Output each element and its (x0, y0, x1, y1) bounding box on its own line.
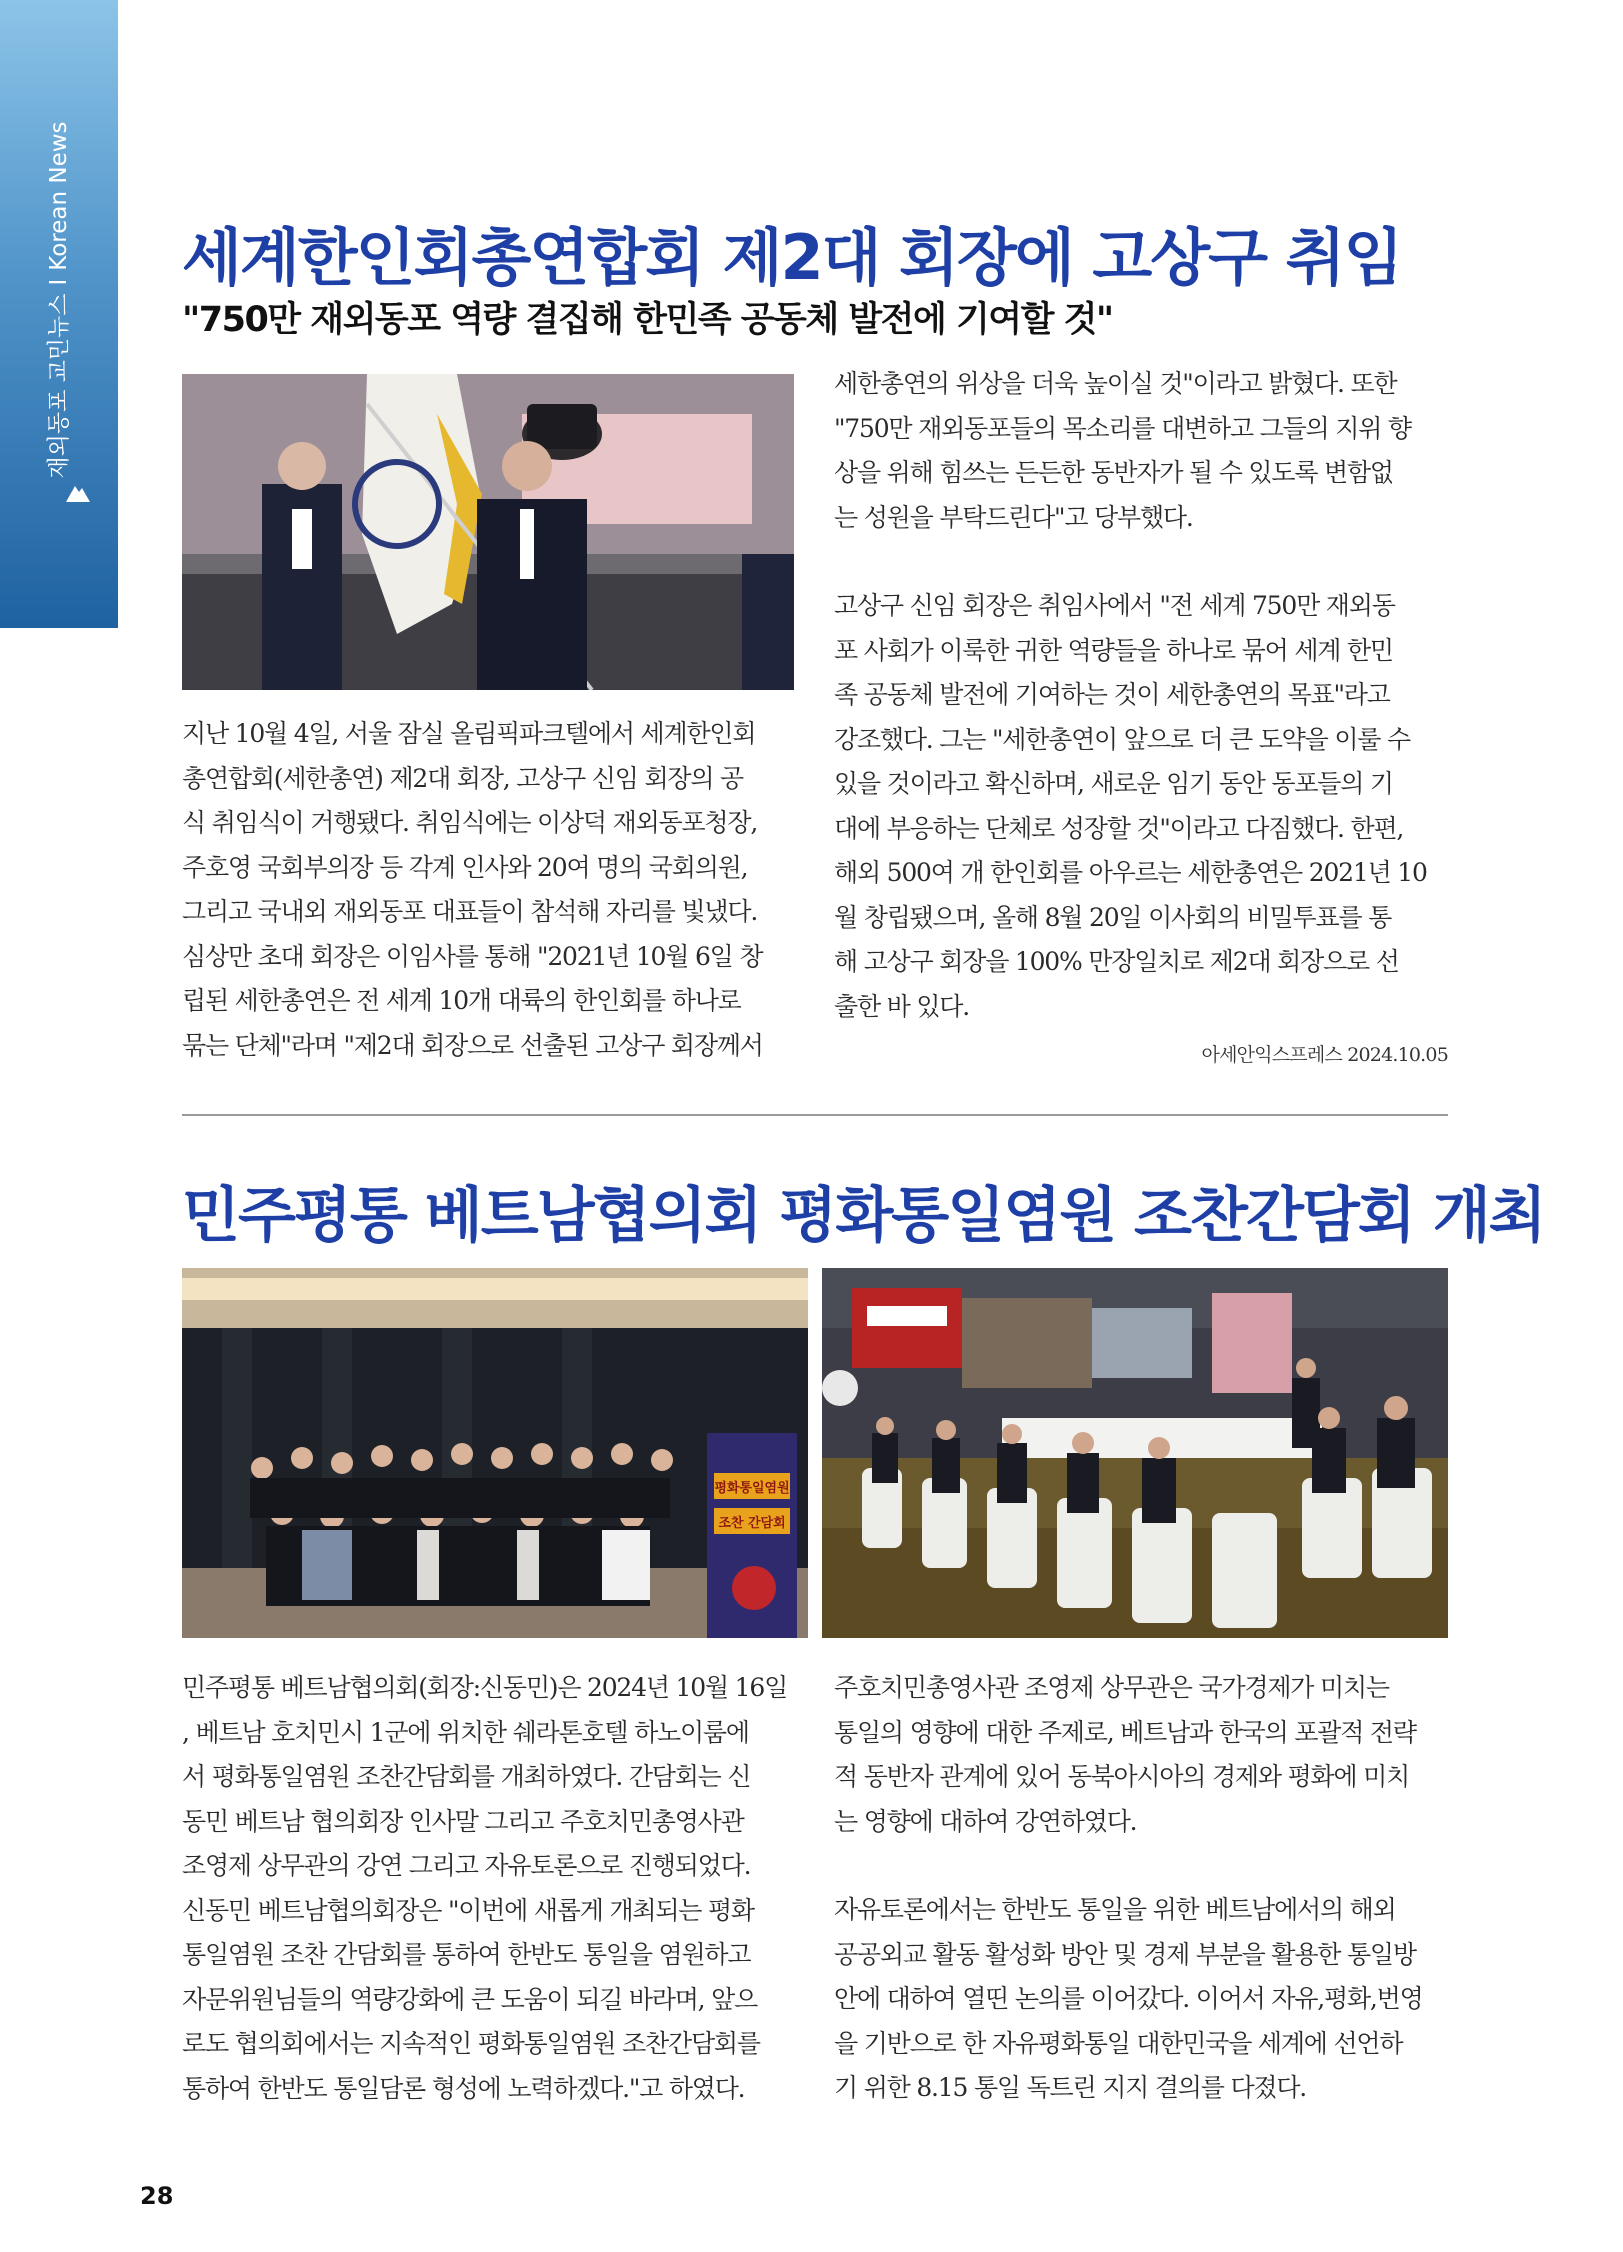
paragraph-gap (834, 540, 1448, 584)
article2-right-line: 을 기반으로 한 자유평화통일 대한민국을 세계에 선언하 (834, 2028, 1403, 2058)
article1-left-line: 묶는 단체"라며 "제2대 회장으로 선출된 고상구 회장께서 (182, 1030, 763, 1060)
article-divider (182, 1114, 1448, 1116)
article1-left-line: 총연합회(세한총연) 제2대 회장, 고상구 신임 회장의 공 (182, 763, 743, 793)
article1-right-line: 고상구 신임 회장은 취임사에서 "전 세계 750만 재외동 (834, 591, 1395, 620)
article2-column-left (182, 1666, 808, 2111)
article2-left-line: 통하여 한반도 통일담론 형성에 노력하겠다."고 하였다. (182, 2073, 745, 2103)
article1-subtitle: "750만 재외동포 역량 결집해 한민족 공동체 발전에 기여할 것" (182, 300, 1113, 340)
article2-right-line: 공공외교 활동 활성화 방안 및 경제 부분을 활용한 통일방 (834, 1939, 1416, 1969)
group-photo (182, 1268, 808, 1638)
article2-title-part2: 평화통일염원 조찬간담회 개최 (779, 1181, 1545, 1251)
article1-right-line: 상을 위해 힘쓰는 든든한 동반자가 될 수 있도록 변함없 (834, 458, 1393, 487)
article1-left-line: 립된 세한총연은 전 세계 10개 대륙의 한인회를 하나로 (182, 986, 741, 1015)
article1-right-line: 해외 500여 개 한인회를 아우르는 세한총연은 2021년 10 (834, 858, 1427, 887)
article1-right-line: 강조했다. 그는 "세한총연이 앞으로 더 큰 도약을 이룰 수 (834, 724, 1410, 754)
article1-left-line: 지난 10월 4일, 서울 잠실 올림픽파크텔에서 세계한인회 (182, 719, 756, 748)
section-sidebar-tab (0, 0, 118, 628)
article1-left-line: 심상만 초대 회장은 이임사를 통해 "2021년 10월 6일 창 (182, 941, 763, 971)
article1-right-line: 세한총연의 위상을 더욱 높이실 것"이라고 밝혔다. 또한 (834, 369, 1397, 398)
article1-right-line: 족 공동체 발전에 기여하는 것이 세한총연의 목표"라고 (834, 680, 1390, 709)
article2-left-line: 조영제 상무관의 강연 그리고 자유토론으로 진행되었다. (182, 1851, 751, 1880)
article1-right-line: 있을 것이라고 확신하며, 새로운 임기 동안 동포들의 기 (834, 769, 1393, 798)
banner-line2: 조찬 간담회 (718, 1516, 786, 1531)
article1-left-line: 주호영 국회부의장 등 각계 인사와 20여 명의 국회의원, (182, 852, 748, 882)
article2-right-line: 는 영향에 대하여 강연하였다. (834, 1806, 1137, 1836)
article2-left-line: 동민 베트남 협의회장 인사말 그리고 주호치민총영사관 (182, 1806, 744, 1836)
section-label (39, 90, 79, 510)
inauguration-flag-photo (182, 374, 794, 690)
article2-left-line: 민주평통 베트남협의회(회장:신동민)은 2024년 10월 16일 (182, 1673, 788, 1702)
article2-right-line: 통일의 영향에 대한 주제로, 베트남과 한국의 포괄적 전략 (834, 1717, 1416, 1747)
article2-left-line: 통일염원 조찬 간담회를 통하여 한반도 통일을 염원하고 (182, 1940, 751, 1969)
banner-line1: 평화통일염원 (714, 1481, 790, 1496)
meeting-room-photo (822, 1268, 1448, 1638)
article1-right-line: "750만 재외동포들의 목소리를 대변하고 그들의 지위 향 (834, 413, 1411, 443)
article1-right-line: 해 고상구 회장을 100% 만장일치로 제2대 회장으로 선 (834, 947, 1399, 976)
article1-right-line: 포 사회가 이룩한 귀한 역량들을 하나로 묶어 세계 한민 (834, 635, 1393, 665)
article2-right-line: 자유토론에서는 한반도 통일을 위한 베트남에서의 해외 (834, 1895, 1396, 1924)
section-label-english: Korean News (46, 121, 72, 271)
article2-right-line: 안에 대하여 열띤 논의를 이어갔다. 이어서 자유,평화,번영 (834, 1984, 1423, 2013)
article2-left-line: 로도 협의회에서는 지속적인 평화통일염원 조찬간담회를 (182, 2029, 760, 2058)
article1-right-line: 는 성원을 부탁드린다"고 당부했다. (834, 502, 1193, 532)
article1-right-line: 출한 바 있다. (834, 991, 969, 1021)
article2-column-right (834, 1666, 1448, 2111)
article2-right-line: 주호치민총영사관 조영제 상무관은 국가경제가 미치는 (834, 1673, 1389, 1702)
article1-title: 세계한인회총연합회 제2대 회장에 고상구 취임 (182, 221, 1402, 294)
article1-right-line: 대에 부응하는 단체로 성장할 것"이라고 다짐했다. 한편, (834, 813, 1404, 843)
article2-left-line: 자문위원님들의 역량강화에 큰 도움이 되길 바라며, 앞으 (182, 1984, 758, 2014)
article2-right-line: 적 동반자 관계에 있어 동북아시아의 경제와 평화에 미치 (834, 1762, 1410, 1791)
article1-source: 아세안익스프레스 2024.10.05 (1201, 1044, 1448, 1066)
mountain-logo-icon (64, 478, 92, 506)
article1-left-line: 그리고 국내외 재외동포 대표들이 참석해 자리를 빛냈다. (182, 897, 758, 926)
page-number: 28 (140, 2182, 174, 2210)
section-label-korean: 재외동포 교민뉴스 (46, 293, 72, 479)
section-label-separator: I (46, 278, 72, 286)
paragraph-gap (834, 1844, 1448, 1888)
article1-column-left (182, 712, 794, 1068)
article2-title (182, 1168, 1545, 1254)
article2-left-line: , 베트남 호치민시 1군에 위치한 쉐라톤호텔 하노이룸에 (182, 1717, 749, 1747)
article1-left-line: 식 취임식이 거행됐다. 취임식에는 이상덕 재외동포청장, (182, 808, 758, 837)
article1-column-right (834, 362, 1448, 1029)
article2-left-line: 서 평화통일염원 조찬간담회를 개최하였다. 간담회는 신 (182, 1762, 751, 1791)
article1-right-line: 월 창립됐으며, 올해 8월 20일 이사회의 비밀투표를 통 (834, 902, 1392, 932)
article2-title-part1: 민주평통 베트남협의회 (182, 1181, 780, 1251)
article2-left-line: 신동민 베트남협의회장은 "이번에 새롭게 개최되는 평화 (182, 1895, 754, 1925)
article2-right-line: 기 위한 8.15 통일 독트린 지지 결의를 다졌다. (834, 2073, 1307, 2102)
